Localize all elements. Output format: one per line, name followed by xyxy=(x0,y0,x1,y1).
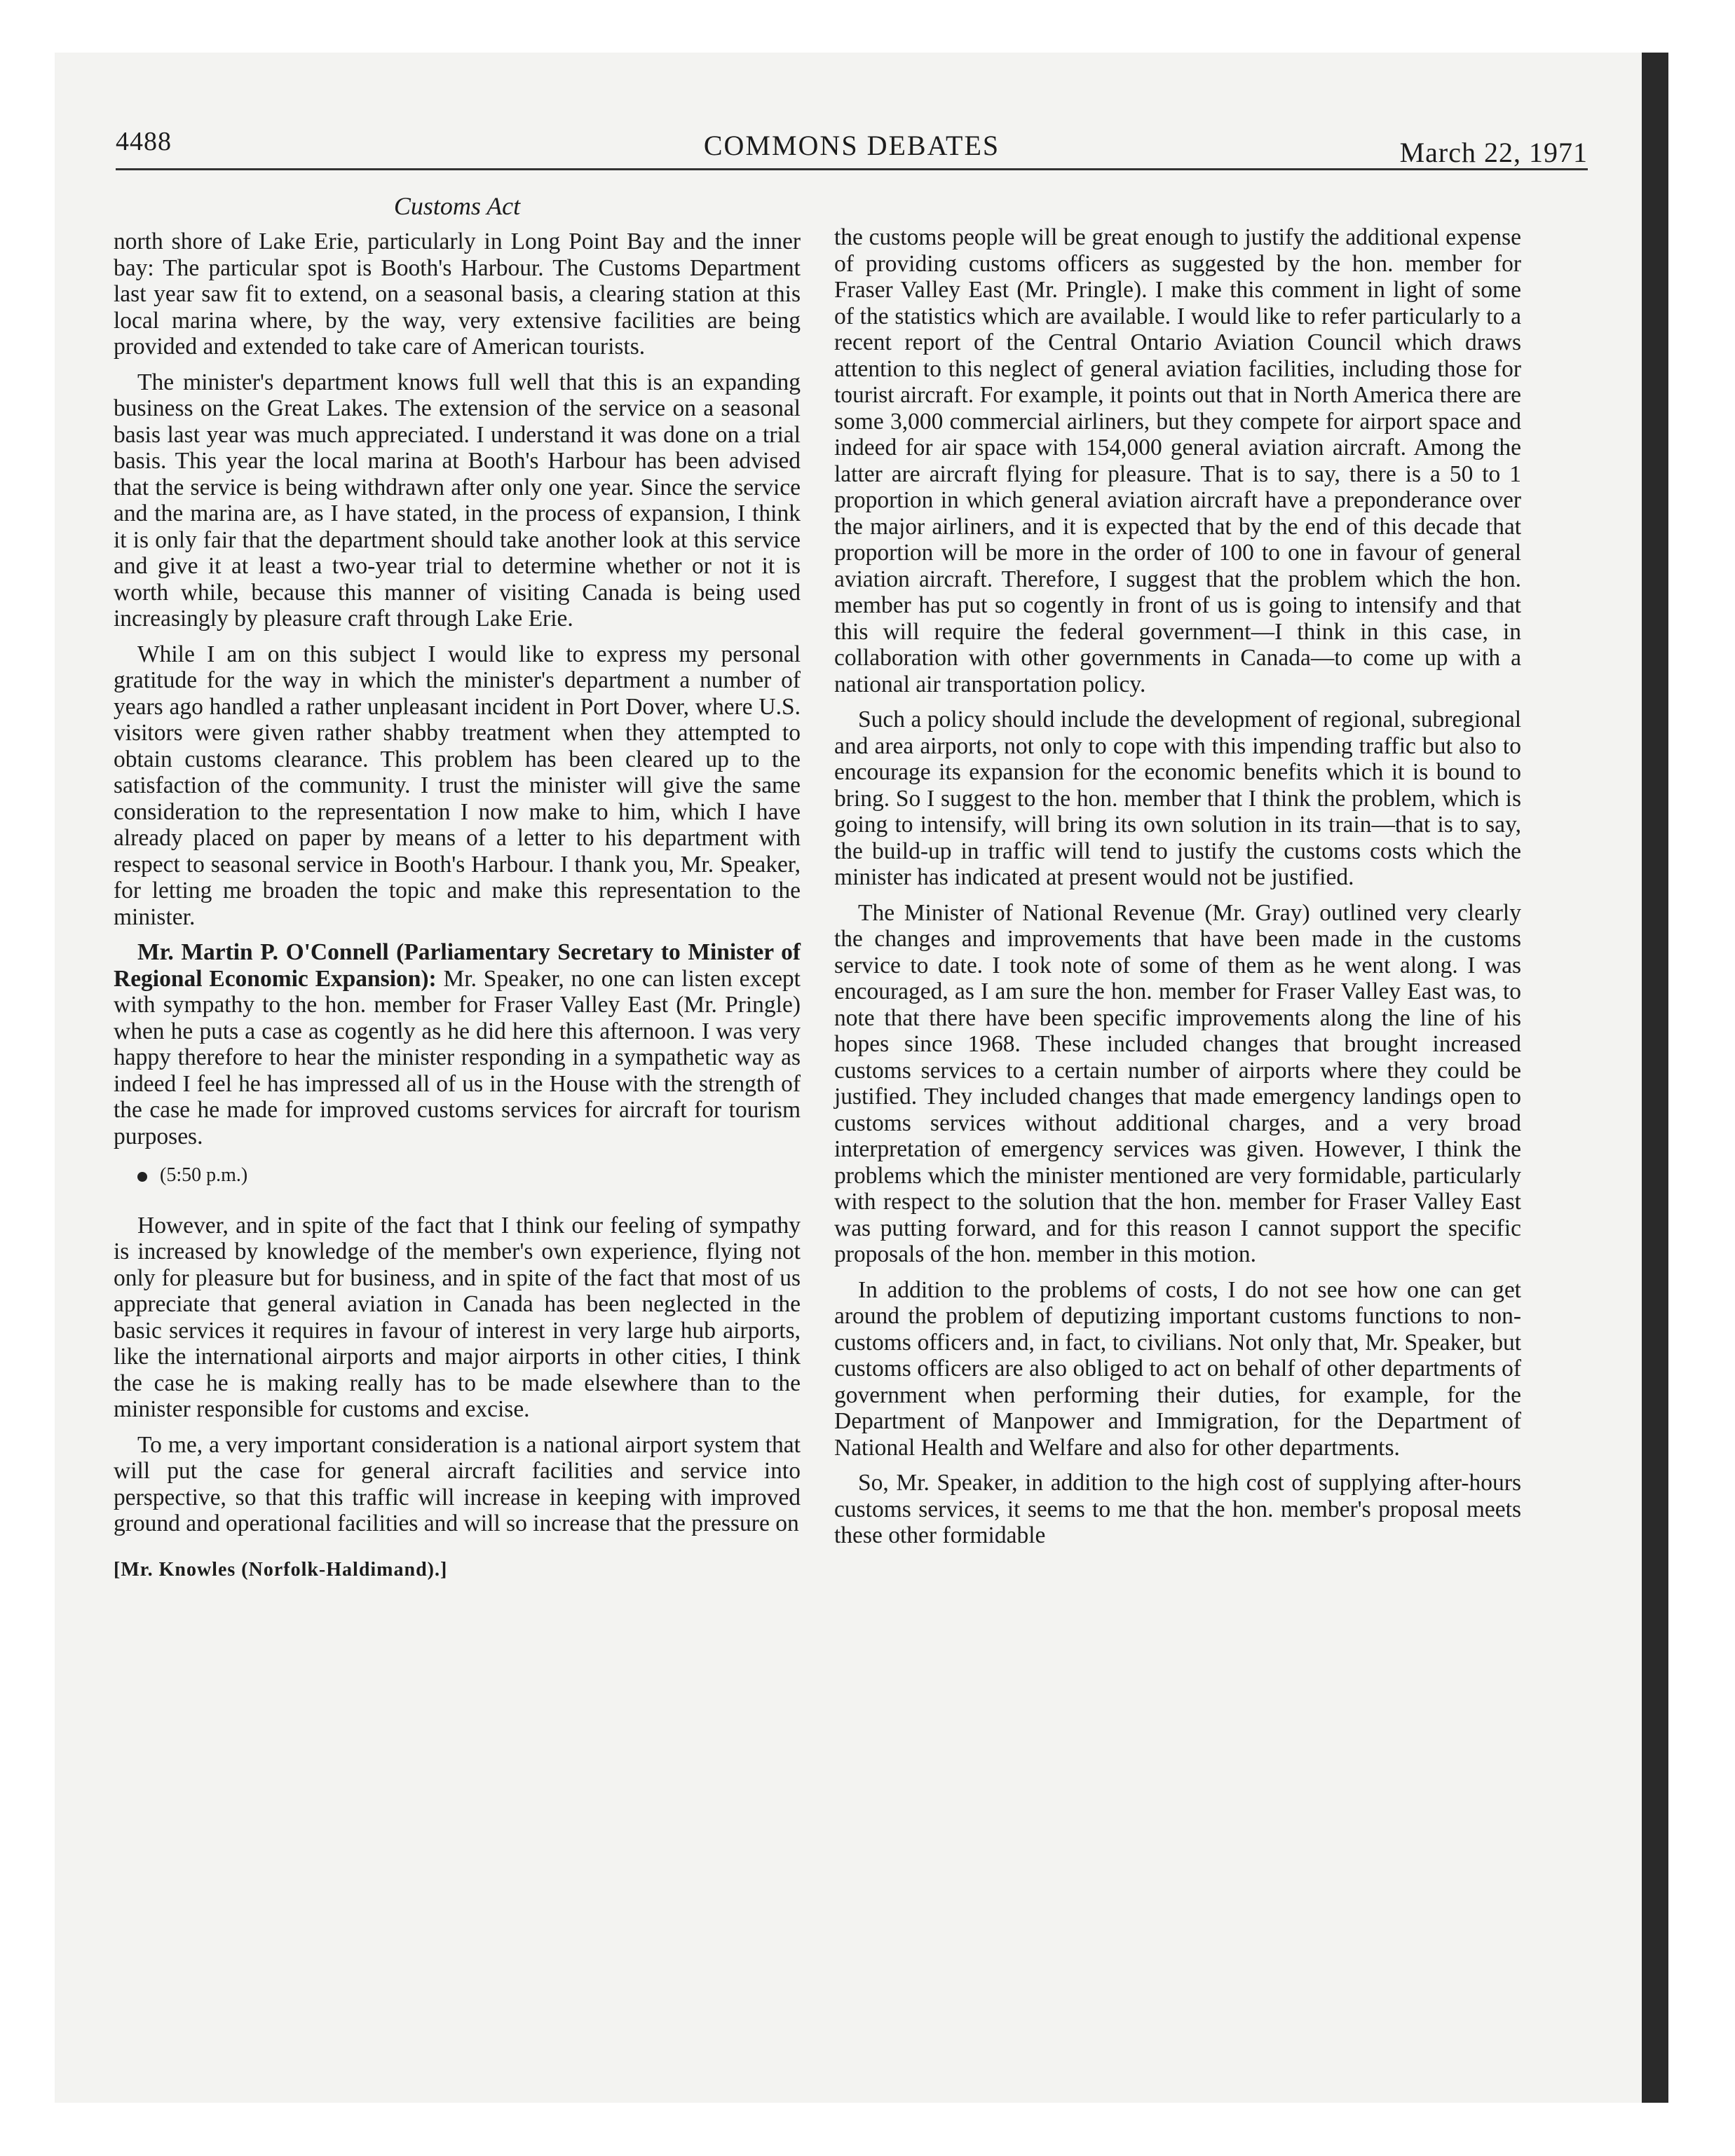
page-number: 4488 xyxy=(116,127,172,156)
speaker-name: Mr. Martin P. O'Connell (Parliamentary Secretary to Minister of Regional Economic Expansion): xyxy=(114,939,801,992)
journal-title: COMMONS DEBATES xyxy=(703,130,1000,161)
paragraph: To me, a very important consideration is a national airport system that will put the case for general aircraft facilities and service into perspective, so that this traffic will increase in keeping with improved ground and operational facilities and will so increase that the pressure on xyxy=(114,1431,801,1536)
page-header xyxy=(116,126,1588,170)
paragraph: the customs people will be great enough to justify the additional expense of providing customs officers as suggested by the hon. member for Fraser Valley East (Mr. Pringle). I make this comment in light of some of the statistics which are available. I would like to refer particularly to a recent report of the Central Ontario Aviation Council which draws attention to this neglect of general aviation facilities, including those for tourist aircraft. For example, it points out that in North America there are some 3,000 commercial airliners, but they compete for airport space and indeed for air space with 154,000 general aviation aircraft. Among the latter are aircraft flying for pleasure. That is to say, there is a 50 to 1 proportion in which general aviation aircraft have a preponderance over the major airliners, and it is expected that by the end of this decade that proportion will be more in the order of 100 to one in favour of general aviation aircraft. Therefore, I suggest that the problem which the hon. member has put so cogently in front of us is going to intensify and that this will require the federal government—I think in this case, in collaboration with other governments in Canada—to come up with a national air transportation policy. xyxy=(834,224,1521,697)
time-text: (5:50 p.m.) xyxy=(160,1164,248,1186)
paragraph: Such a policy should include the development of regional, subregional and area airports, not only to cope with this impending traffic but also to encourage its expansion for the economic benefits which it is bound to bring. So I suggest to the hon. member that I think the problem, which is going to intensify, will bring its own solution in its train—that is to say, the build-up in traffic will tend to justify the customs costs which the minister has indicated at present would not be justified. xyxy=(834,707,1521,890)
paragraph: While I am on this subject I would like to express my personal gratitude for the way in which the minister's department a number of years ago handled a rather unpleasant incident in Port Dover, where U.S. visitors were given rather shabby treatment when they attempted to obtain customs clearance. This problem has been cleared up to the satisfaction of the community. I trust the minister will give the same consideration to the representation I now make to him, which I have already placed on paper by means of a letter to his department with respect to seasonal service in Booth's Harbour. I thank you, Mr. Speaker, for letting me broaden the topic and make this representation to the minister. xyxy=(114,641,801,930)
paragraph: However, and in spite of the fact that I think our feeling of sympathy is increased by knowledge of the member's own experience, flying not only for pleasure but for business, and in spite of the fact that most of us appreciate that general aviation in Canada has been neglected in the basic services it requires in favour of interest in very large hub airports, like the international airports and major airports in other cities, I think the case he is making really has to be made elsewhere than to the minister responsible for customs and excise. xyxy=(114,1212,801,1422)
bullet-icon xyxy=(137,1172,147,1182)
speech-text: Mr. Speaker, no one can listen except with sympathy to the hon. member for Fraser Valley East (Mr. Pringle) when he puts a case as cogently as he did here this afternoon. I was very happy therefore to hear the minister responding in a sympathetic way as indeed I feel he has impressed all of us in the House with the strength of the case he made for improved customs services for aircraft for tourism purposes. xyxy=(114,965,801,1149)
speech-paragraph xyxy=(114,939,801,1149)
paragraph: The minister's department knows full well that this is an expanding business on the Great Lakes. The extension of the service on a seasonal basis last year was much appreciated. I understand it was done on a trial basis. This year the local marina at Booth's Harbour has been advised that the service is being withdrawn after only one year. Since the service and the marina are, as I have stated, in the process of expansion, I think it is only fair that the department should take another look at this service and give it at least a two-year trial to determine whether or not it is worth while, because this manner of visiting Canada is being used increasingly by pleasure craft through Lake Erie. xyxy=(114,369,801,632)
paragraph: So, Mr. Speaker, in addition to the high cost of supplying after-hours customs services, it seems to me that the hon. member's proposal meets these other formidable xyxy=(834,1470,1521,1548)
section-title: Customs Act xyxy=(393,192,521,220)
paragraph: In addition to the problems of costs, I do not see how one can get around the problem of deputizing important customs functions to non-customs officers and, in fact, to civilians. Not only that, Mr. Speaker, but customs officers are also obliged to act on behalf of other departments of government when performing their duties, for example, for the Department of Manpower and Immigration, for the Department of National Health and Welfare and also for other departments. xyxy=(834,1276,1521,1461)
paragraph: north shore of Lake Erie, particularly in Long Point Bay and the inner bay: The particular spot is Booth's Harbour. The Customs Department last year saw fit to extend, on a seasonal basis, a clearing station at this local marina where, by the way, very extensive facilities are being provided and extended to take care of American tourists. xyxy=(114,228,801,360)
right-column xyxy=(834,224,1521,1558)
page-edge-shadow xyxy=(1642,53,1668,2103)
paragraph: The Minister of National Revenue (Mr. Gray) outlined very clearly the changes and improvements that have been made in the customs service to date. I took note of some of them as he went along. I was encouraged, as I am sure the hon. member for Fraser Valley East was, to note that there have been specific improvements along the line of his hopes since 1968. These included changes that brought increased customs services to a certain number of airports where they could be justified. They included changes that made emergency landings open to customs services without additional charges, and a very broad interpretation of emergency services was given. However, I think the problems which the minister mentioned are very formidable, particularly with respect to the solution that the hon. member for Fraser Valley East was putting forward, and for this reason I cannot support the specific proposals of the hon. member in this motion. xyxy=(834,899,1521,1267)
time-marker xyxy=(137,1162,801,1189)
issue-date: March 22, 1971 xyxy=(1399,137,1588,168)
left-column xyxy=(114,189,801,1583)
speaker-attribution: [Mr. Knowles (Norfolk-Haldimand).] xyxy=(114,1558,448,1581)
